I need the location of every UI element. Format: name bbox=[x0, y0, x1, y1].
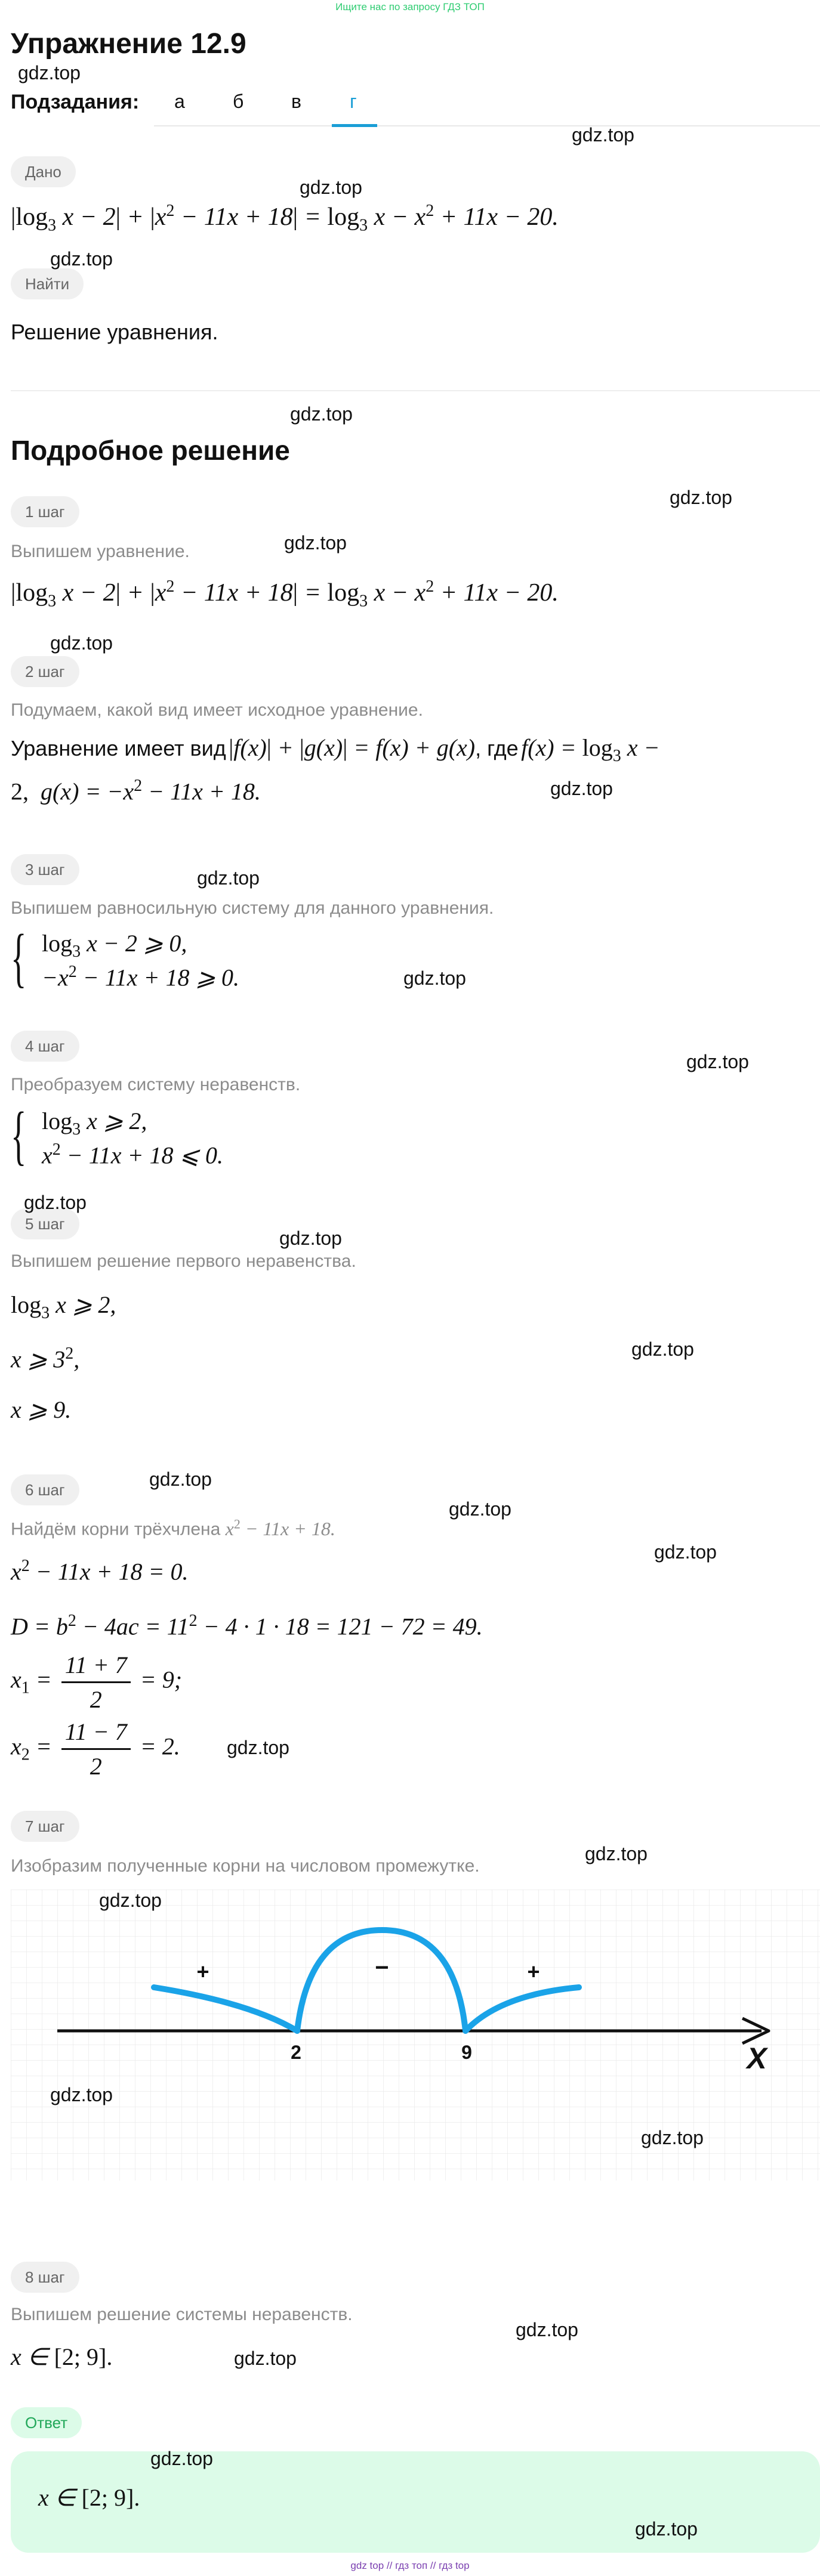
watermark: gdz.top bbox=[516, 2319, 578, 2340]
page-subtitle: gdz.top bbox=[18, 62, 81, 84]
step-2-pill: 2 шаг bbox=[11, 656, 79, 687]
find-pill: Найти bbox=[11, 268, 84, 299]
tab-g[interactable]: г bbox=[350, 91, 357, 112]
step-8-caption: Выпишем решение системы неравенств. bbox=[11, 2305, 353, 2324]
step-3-caption: Выпишем равносильную систему для данного уравнения. bbox=[11, 898, 494, 918]
step-1-pill: 1 шаг bbox=[11, 496, 79, 527]
watermark: gdz.top bbox=[24, 1192, 87, 1213]
sign-left: + bbox=[196, 1959, 209, 1984]
watermark: gdz.top bbox=[227, 1737, 289, 1758]
step-6-caption: Найдём корни трёхчлена bbox=[11, 1519, 221, 1539]
root-label-2: 2 bbox=[291, 2042, 301, 2063]
given-equation: $|\log_3$ $x - 2| + |x^2 - 11x + 18| = \log_3 x - x^2 + 11x - 20$. bbox=[11, 202, 559, 235]
step-6-root-2: $x_2$ = $\frac{11 - 7}{2}$ = 2. bbox=[11, 1718, 180, 1780]
divider bbox=[11, 390, 820, 391]
step-5-line-2: x ⩾ $3^2$, bbox=[11, 1344, 80, 1373]
watermark: gdz.top bbox=[670, 487, 732, 508]
root-label-9: 9 bbox=[461, 2042, 472, 2063]
step-5-line-3: x ⩾ 9. bbox=[11, 1396, 72, 1423]
tab-v[interactable]: в bbox=[291, 91, 301, 112]
step-3-system: { $\log_3 x - 2$ ⩾ 0, $-x^2 - 11x + 18$ ⩾ 0. bbox=[11, 921, 240, 994]
step-7-caption: Изобразим полученные корни на числовом промежутке. bbox=[11, 1856, 480, 1876]
step-6-discriminant: $D = b^2 - 4ac = 11^2 - 4 \cdot 1 \cdot 18 = 121 - 72 = 49$. bbox=[11, 1612, 483, 1640]
watermark: gdz.top bbox=[572, 124, 634, 146]
step-2-text-a: Уравнение имеет вид bbox=[11, 736, 226, 760]
watermark: gdz.top bbox=[631, 1338, 694, 1360]
watermark: gdz.top bbox=[654, 1541, 717, 1563]
step-8-result: x ∈ [2; 9]. bbox=[11, 2343, 113, 2370]
watermark: gdz.top bbox=[99, 1890, 162, 1911]
answer-result: x ∈ [2; 9]. bbox=[38, 2484, 140, 2511]
watermark: gdz.top bbox=[50, 632, 113, 654]
axis-label: X bbox=[747, 2042, 767, 2075]
footer[interactable]: gdz top // гдз топ // гдз top bbox=[350, 2560, 470, 2571]
step-6-equation: $x^2 - 11x + 18 = 0$. bbox=[11, 1557, 189, 1585]
watermark: gdz.top bbox=[234, 2348, 297, 2369]
step-2-line-1: Уравнение имеет вид |f(x)| + |g(x)| = f(x) + g(x), где $f(x) = \log_3 x$ − bbox=[11, 734, 660, 765]
watermark: gdz.top bbox=[585, 1843, 648, 1864]
step-7-pill: 7 шаг bbox=[11, 1811, 79, 1842]
watermark: gdz.top bbox=[449, 1498, 511, 1520]
step-1-caption: Выпишем уравнение. bbox=[11, 542, 190, 561]
active-tab-indicator bbox=[332, 124, 377, 127]
step-2-text-b: , где bbox=[475, 736, 519, 760]
ad-banner[interactable]: Ищите нас по запросу ГДЗ ТОП bbox=[335, 1, 485, 13]
step-4-system: { $\log_3 x$ ⩾ 2, $x^2 - 11x + 18$ ⩽ 0. bbox=[11, 1099, 224, 1171]
step-3-pill: 3 шаг bbox=[11, 854, 79, 885]
tab-b[interactable]: б bbox=[233, 91, 244, 112]
watermark: gdz.top bbox=[279, 1227, 342, 1249]
watermark: gdz.top bbox=[300, 177, 362, 198]
step-4-caption: Преобразуем систему неравенств. bbox=[11, 1075, 301, 1094]
watermark: gdz.top bbox=[290, 403, 353, 425]
find-text: Решение уравнения. bbox=[11, 320, 218, 344]
watermark: gdz.top bbox=[150, 2448, 213, 2469]
step-2-line-2: 2, $g(x) = -x^2 - 11x + 18$. bbox=[11, 777, 261, 805]
watermark: gdz.top bbox=[686, 1051, 749, 1072]
step-2-caption: Подумаем, какой вид имеет исходное уравнение. bbox=[11, 700, 423, 720]
step-1-equation: $|\log_3$ $x - 2| + |x^2 - 11x + 18| = \log_3 x - x^2 + 11x - 20$. bbox=[11, 577, 559, 611]
sign-middle: − bbox=[375, 1955, 389, 1981]
watermark: gdz.top bbox=[284, 532, 347, 553]
tab-a[interactable]: а bbox=[174, 91, 185, 112]
answer-pill: Ответ bbox=[11, 2407, 82, 2438]
step-4-pill: 4 шаг bbox=[11, 1031, 79, 1062]
step-5-pill: 5 шаг bbox=[11, 1208, 79, 1239]
watermark: gdz.top bbox=[50, 248, 113, 270]
page-title: Упражнение 12.9 bbox=[11, 28, 246, 60]
watermark: gdz.top bbox=[403, 967, 466, 989]
step-8-pill: 8 шаг bbox=[11, 2262, 79, 2293]
sign-right: + bbox=[527, 1959, 540, 1984]
solution-title: Подробное решение bbox=[11, 435, 290, 466]
subtasks-label: Подзадания: bbox=[11, 91, 140, 113]
watermark: gdz.top bbox=[641, 2127, 704, 2148]
step-6-caption-wrap: Найдём корни трёхчлена $x^2 - 11x + 18$. bbox=[11, 1516, 335, 1539]
step-5-caption: Выпишем решение первого неравенства. bbox=[11, 1251, 356, 1271]
watermark: gdz.top bbox=[197, 867, 260, 889]
step-6-pill: 6 шаг bbox=[11, 1474, 79, 1505]
watermark: gdz.top bbox=[50, 2084, 113, 2105]
given-pill: Дано bbox=[11, 156, 76, 187]
watermark: gdz.top bbox=[149, 1468, 212, 1490]
watermark: gdz.top bbox=[550, 778, 613, 799]
subtasks-underline bbox=[154, 125, 820, 126]
step-6-root-1: $x_1$ = $\frac{11 + 7}{2}$ = 9; bbox=[11, 1652, 183, 1713]
step-5-line-1: $\log_3 x$ ⩾ 2, bbox=[11, 1291, 116, 1322]
watermark: gdz.top bbox=[635, 2518, 698, 2540]
